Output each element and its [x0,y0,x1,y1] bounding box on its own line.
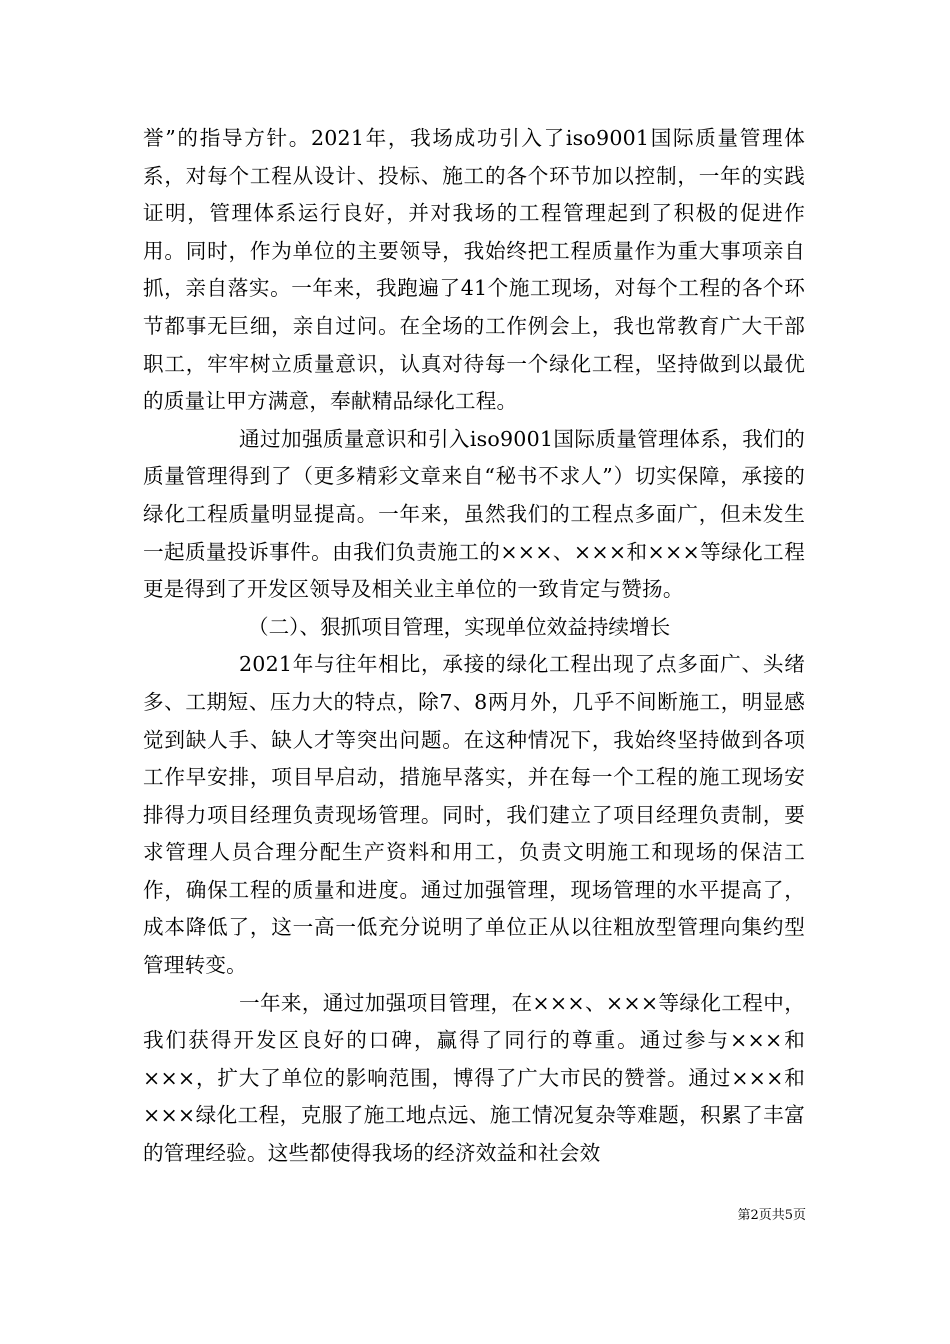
paragraph-quality-system: 誉”的指导方针。2021年，我场成功引入了iso9001国际质量管理体系，对每个工程从设计、投标、施工的各个环节加以控制，一年的实践证明，管理体系运行良好，并对我场的工程管理起到了积极的促进作用。同时，作为单位的主要领导，我始终把工程质量作为重大事项亲自抓，亲自落实。一年来，我跑遍了41个施工现场，对每个工程的各个环节都事无巨细，亲自过问。在全场的工作例会上，我也常教育广大干部职工，牢牢树立质量意识，认真对待每一个绿化工程，坚持做到以最优的质量让甲方满意，奉献精品绿化工程。 [143,126,805,414]
section-heading-project-management: （二）、狠抓项目管理，实现单位效益持续增长 [248,614,671,639]
paragraph-project-results: 一年来，通过加强项目管理，在×××、×××等绿化工程中，我们获得开发区良好的口碑，赢得了同行的尊重。通过参与×××和×××，扩大了单位的影响范围，博得了广大市民的赞誉。通过×××和×××绿化工程，克服了施工地点远、施工情况复杂等难题，积累了丰富的管理经验。这些都使得我场的经济效益和社会效 [143,990,805,1166]
page-number-footer: 第2页共5页 [737,1208,806,1223]
document-body [143,120,805,1173]
paragraph-project-management: 2021年与往年相比，承接的绿化工程出现了点多面广、头绪多、工期短、压力大的特点，除7、8两月外，几乎不间断施工，明显感觉到缺人手、缺人才等突出问题。在这种情况下，我始终坚持做到各项工作早安排，项目早启动，措施早落实，并在每一个工程的施工现场安排得力项目经理负责现场管理。同时，我们建立了项目经理负责制，要求管理人员合理分配生产资料和用工，负责文明施工和现场的保洁工作，确保工程的质量和进度。通过加强管理，现场管理的水平提高了，成本降低了，这一高一低充分说明了单位正从以往粗放型管理向集约型管理转变。 [143,652,805,978]
paragraph-quality-result: 通过加强质量意识和引入iso9001国际质量管理体系，我们的质量管理得到了（更多精彩文章来自“秘书不求人”）切实保障，承接的绿化工程质量明显提高。一年来，虽然我们的工程点多面广，但未发生一起质量投诉事件。由我们负责施工的×××、×××和×××等绿化工程更是得到了开发区领导及相关业主单位的一致肯定与赞扬。 [143,426,805,602]
